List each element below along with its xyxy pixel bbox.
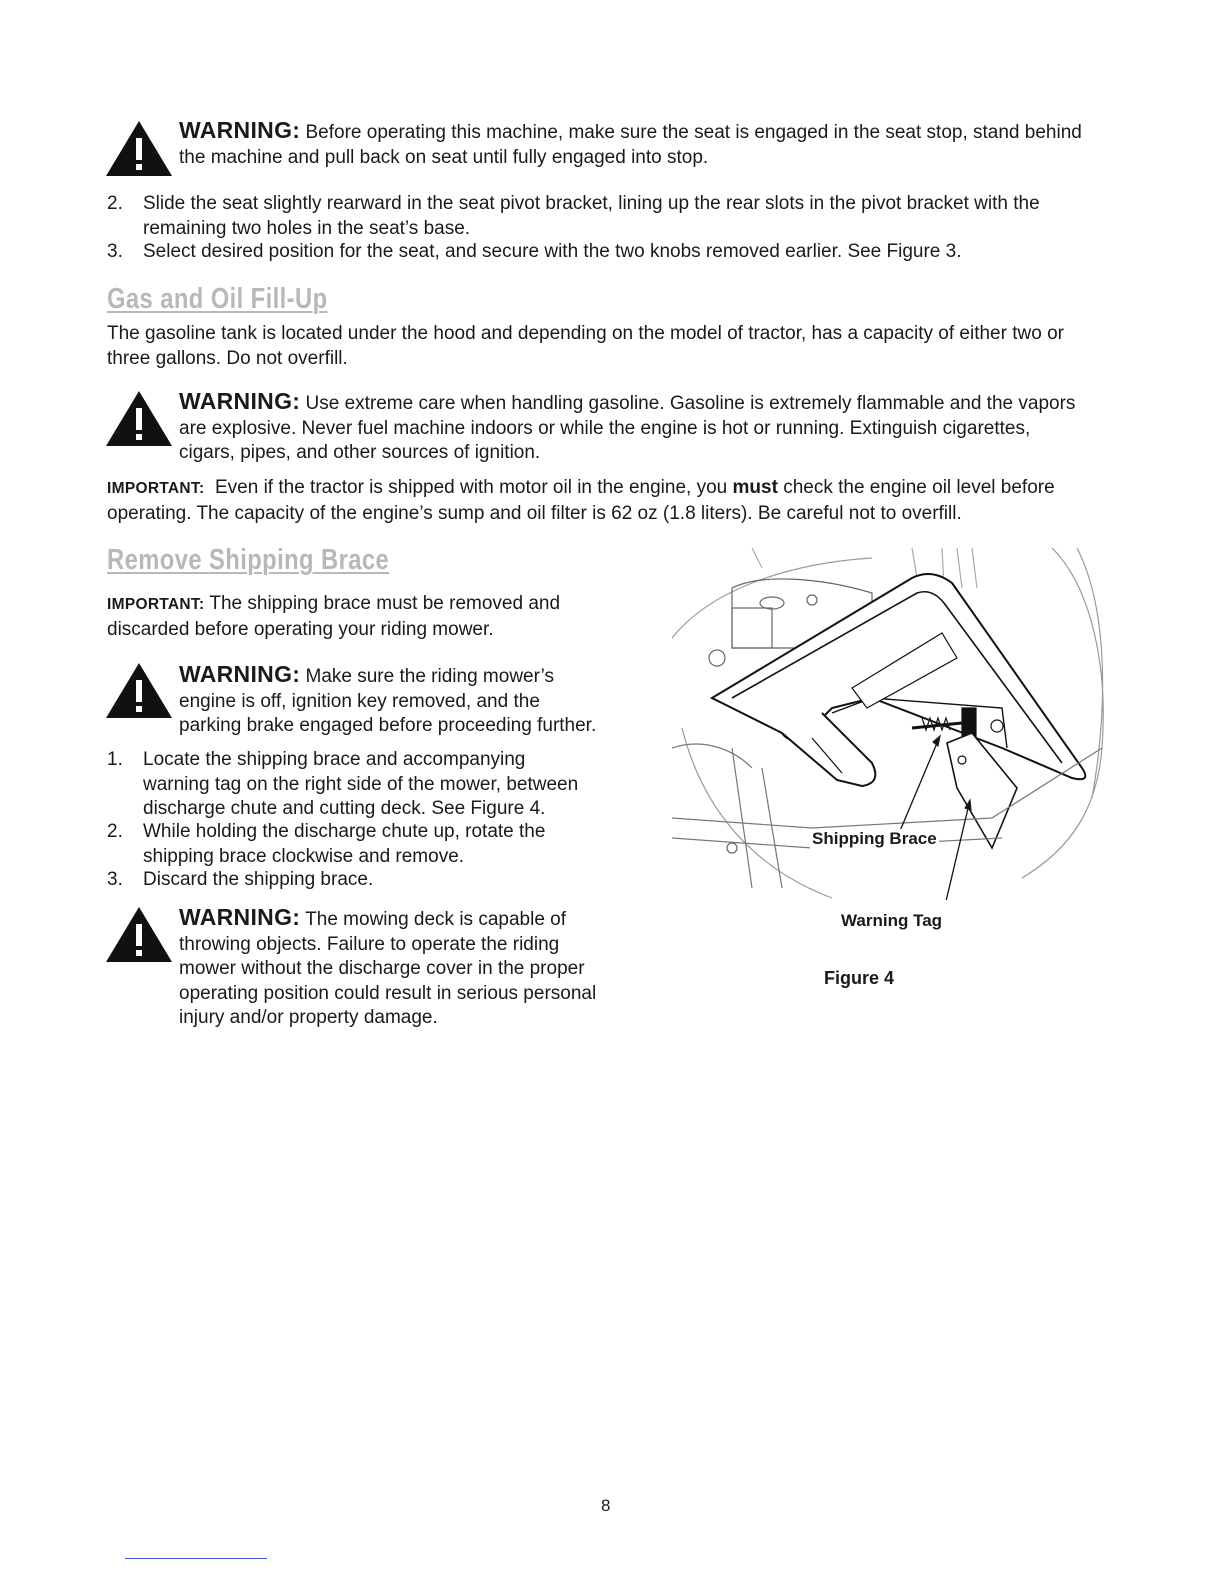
list-item: [107, 240, 1127, 266]
warning-text: are explosive. Never fuel machine indoors or while the engine is hot or running. Extinguish cigarettes,: [179, 417, 1031, 439]
list-item: [107, 868, 627, 894]
warning-text: cigars, pipes, and other sources of ignition.: [179, 442, 541, 463]
paragraph-line: The gasoline tank is located under the hood and depending on the model of tractor, has a capacity of either two or: [107, 323, 1064, 344]
list-item: [107, 820, 627, 870]
warning-block: [179, 905, 639, 1031]
list-text: remaining two holes in the seat’s base.: [143, 217, 471, 239]
list-number: 1.: [107, 749, 123, 770]
list-item: [107, 192, 1127, 242]
warning-text: The mowing deck is capable of: [305, 909, 567, 930]
list-text: Select desired position for the seat, and secure with the two knobs removed earlier. See Figure 3.: [143, 241, 962, 262]
important-note: [107, 592, 647, 642]
list-text: warning tag on the right side of the mower, between: [143, 773, 579, 795]
list-text: Discard the shipping brace.: [143, 869, 374, 890]
warning-text: Make sure the riding mower’s: [305, 666, 555, 687]
section-heading: Gas and Oil Fill-Up: [107, 283, 328, 315]
warning-triangle-icon: [104, 118, 174, 178]
paragraph-line: three gallons. Do not overfill.: [107, 347, 348, 369]
important-label: IMPORTANT:: [107, 596, 205, 613]
important-text: check the engine oil level before: [783, 477, 1055, 498]
important-text: Even if the tractor is shipped with motor oil in the engine, you: [215, 477, 728, 498]
warning-text: the machine and pull back on seat until fully engaged into stop.: [179, 146, 709, 168]
list-item: [107, 748, 627, 822]
warning-text: mower without the discharge cover in the proper: [179, 958, 585, 979]
warning-label: WARNING:: [179, 388, 301, 414]
warning-text: operating position could result in serious personal: [179, 982, 597, 1004]
warning-text: throwing objects. Failure to operate the riding: [179, 933, 560, 955]
warning-text: Before operating this machine, make sure the seat is engaged in the seat stop, stand behind: [305, 122, 1082, 143]
figure-label-shipping-brace: Shipping Brace: [812, 829, 937, 848]
warning-block: [179, 389, 1139, 466]
section-heading: Remove Shipping Brace: [107, 544, 390, 576]
important-emphasis: must: [732, 477, 778, 498]
warning-label: WARNING:: [179, 117, 301, 143]
page-number: 8: [601, 1496, 611, 1515]
warning-text: engine is off, ignition key removed, and the: [179, 690, 540, 712]
important-text: discarded before operating your riding mower.: [107, 618, 494, 640]
warning-label: WARNING:: [179, 661, 301, 687]
warning-block: [179, 662, 639, 739]
list-text: While holding the discharge chute up, rotate the: [143, 821, 546, 842]
list-text: discharge chute and cutting deck. See Figure 4.: [143, 798, 546, 819]
warning-triangle-icon: [104, 388, 174, 448]
list-text: Locate the shipping brace and accompanying: [143, 749, 526, 770]
warning-triangle-icon: [104, 904, 174, 964]
warning-text: parking brake engaged before proceeding further.: [179, 715, 597, 736]
warning-block: [179, 118, 1139, 170]
paragraph: [107, 322, 1127, 371]
important-label: IMPORTANT:: [107, 480, 205, 497]
important-text: The shipping brace must be removed and: [209, 593, 561, 614]
important-note: [107, 476, 1127, 526]
list-number: 3.: [107, 869, 123, 890]
list-text: shipping brace clockwise and remove.: [143, 845, 465, 867]
warning-text: Use extreme care when handling gasoline. Gasoline is extremely flammable and the vapors: [305, 393, 1076, 414]
list-number: 2.: [107, 193, 123, 214]
list-text: Slide the seat slightly rearward in the seat pivot bracket, lining up the rear slots in the pivot bracket with the: [143, 193, 1040, 214]
warning-label: WARNING:: [179, 904, 301, 930]
figure-caption: Figure 4: [824, 968, 895, 988]
list-number: 2.: [107, 821, 123, 842]
important-text: operating. The capacity of the engine’s sump and oil filter is 62 oz (1.8 liters). Be careful not to overfill.: [107, 502, 962, 524]
warning-text: injury and/or property damage.: [179, 1007, 438, 1028]
figure-label-warning-tag: Warning Tag: [841, 911, 943, 930]
warning-triangle-icon: [104, 660, 174, 720]
list-number: 3.: [107, 241, 123, 262]
footer-divider: [125, 1558, 267, 1559]
